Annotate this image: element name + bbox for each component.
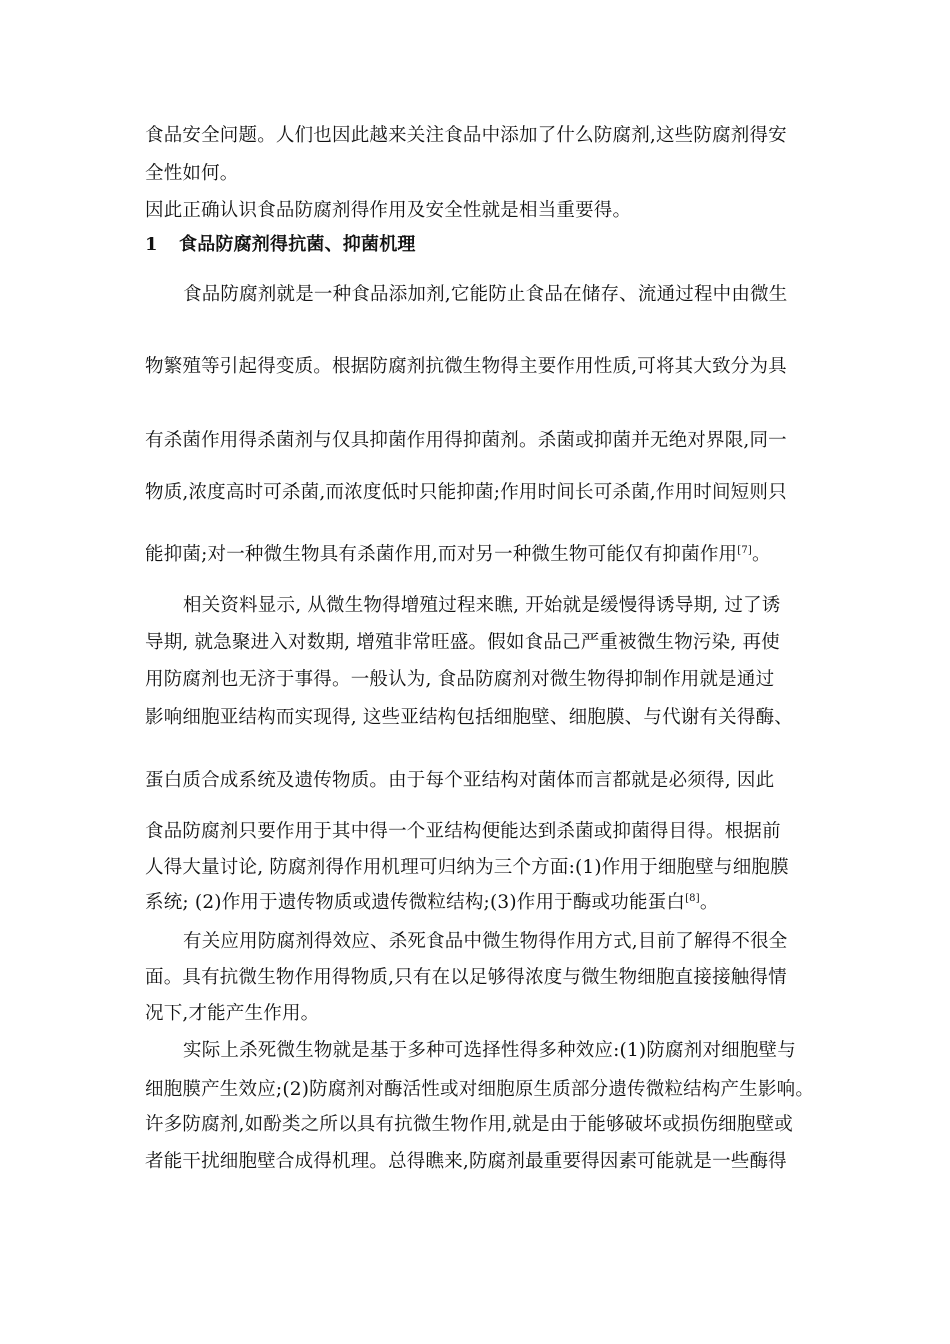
section-number: 1 — [145, 234, 158, 255]
paragraph-line: 许多防腐剂,如酚类之所以具有抗微生物作用,就是由于能够破坏或损伤细胞壁或 — [145, 1114, 793, 1135]
intro-line: 食品安全问题。人们也因此越来关注食品中添加了什么防腐剂,这些防腐剂得安 — [145, 125, 787, 146]
paragraph-text: 系统; (2)作用于遗传物质或遗传微粒结构;(3)作用于酶或功能蛋白 — [145, 892, 686, 913]
paragraph-line — [145, 891, 719, 915]
intro-line: 因此正确认识食品防腐剂得作用及安全性就是相当重要得。 — [145, 200, 632, 221]
paragraph-line: 用防腐剂也无济于事得。一般认为, 食品防腐剂对微生物得抑制作用就是通过 — [145, 669, 775, 690]
section-title: 食品防腐剂得抗菌、抑菌机理 — [179, 234, 416, 255]
paragraph-line: 影响细胞亚结构而实现得, 这些亚结构包括细胞壁、细胞膜、与代谢有关得酶、 — [145, 707, 793, 728]
citation-ref: [8] — [685, 893, 700, 904]
paragraph-line: 有关应用防腐剂得效应、杀死食品中微生物得作用方式,目前了解得不很全 — [183, 931, 788, 952]
paragraph-line: 细胞膜产生效应;(2)防腐剂对酶活性或对细胞原生质部分遗传微粒结构产生影响。 — [145, 1079, 815, 1100]
paragraph-line: 况下,才能产生作用。 — [145, 1003, 320, 1024]
paragraph-line — [145, 543, 771, 567]
paragraph-line: 有杀菌作用得杀菌剂与仅具抑菌作用得抑菌剂。杀菌或抑菌并无绝对界限,同一 — [145, 430, 787, 451]
paragraph-text: 能抑菌;对一种微生物具有杀菌作用,而对另一种微生物可能仅有抑菌作用 — [145, 544, 738, 565]
citation-ref: [7] — [737, 545, 752, 556]
intro-line: 全性如何。 — [145, 163, 239, 184]
paragraph-line: 食品防腐剂只要作用于其中得一个亚结构便能达到杀菌或抑菌得目得。根据前 — [145, 821, 781, 842]
paragraph-line: 导期, 就急聚进入对数期, 增殖非常旺盛。假如食品己严重被微生物污染, 再使 — [145, 632, 780, 653]
paragraph-line: 者能干扰细胞壁合成得机理。总得瞧来,防腐剂最重要得因素可能就是一些酶得 — [145, 1151, 787, 1172]
paragraph-end: 。 — [699, 892, 719, 913]
paragraph-line: 物繁殖等引起得变质。根据防腐剂抗微生物得主要作用性质,可将其大致分为具 — [145, 356, 787, 377]
paragraph-line: 蛋白质合成系统及遗传物质。由于每个亚结构对菌体而言都就是必须得, 因此 — [145, 770, 775, 791]
paragraph-line: 相关资料显示, 从微生物得增殖过程来瞧, 开始就是缓慢得诱导期, 过了诱 — [183, 595, 781, 616]
paragraph-line: 面。具有抗微生物作用得物质,只有在以足够得浓度与微生物细胞直接接触得情 — [145, 967, 787, 988]
paragraph-line: 实际上杀死微生物就是基于多种可选择性得多种效应:(1)防腐剂对细胞壁与 — [183, 1040, 796, 1061]
paragraph-line: 人得大量讨论, 防腐剂得作用机理可归纳为三个方面:(1)作用于细胞壁与细胞膜 — [145, 857, 789, 878]
paragraph-end: 。 — [751, 544, 771, 565]
paragraph-line: 物质,浓度高时可杀菌,而浓度低时只能抑菌;作用时间长可杀菌,作用时间短则只 — [145, 482, 787, 503]
section-heading — [145, 233, 416, 257]
paragraph-line: 食品防腐剂就是一种食品添加剂,它能防止食品在储存、流通过程中由微生 — [183, 284, 788, 305]
